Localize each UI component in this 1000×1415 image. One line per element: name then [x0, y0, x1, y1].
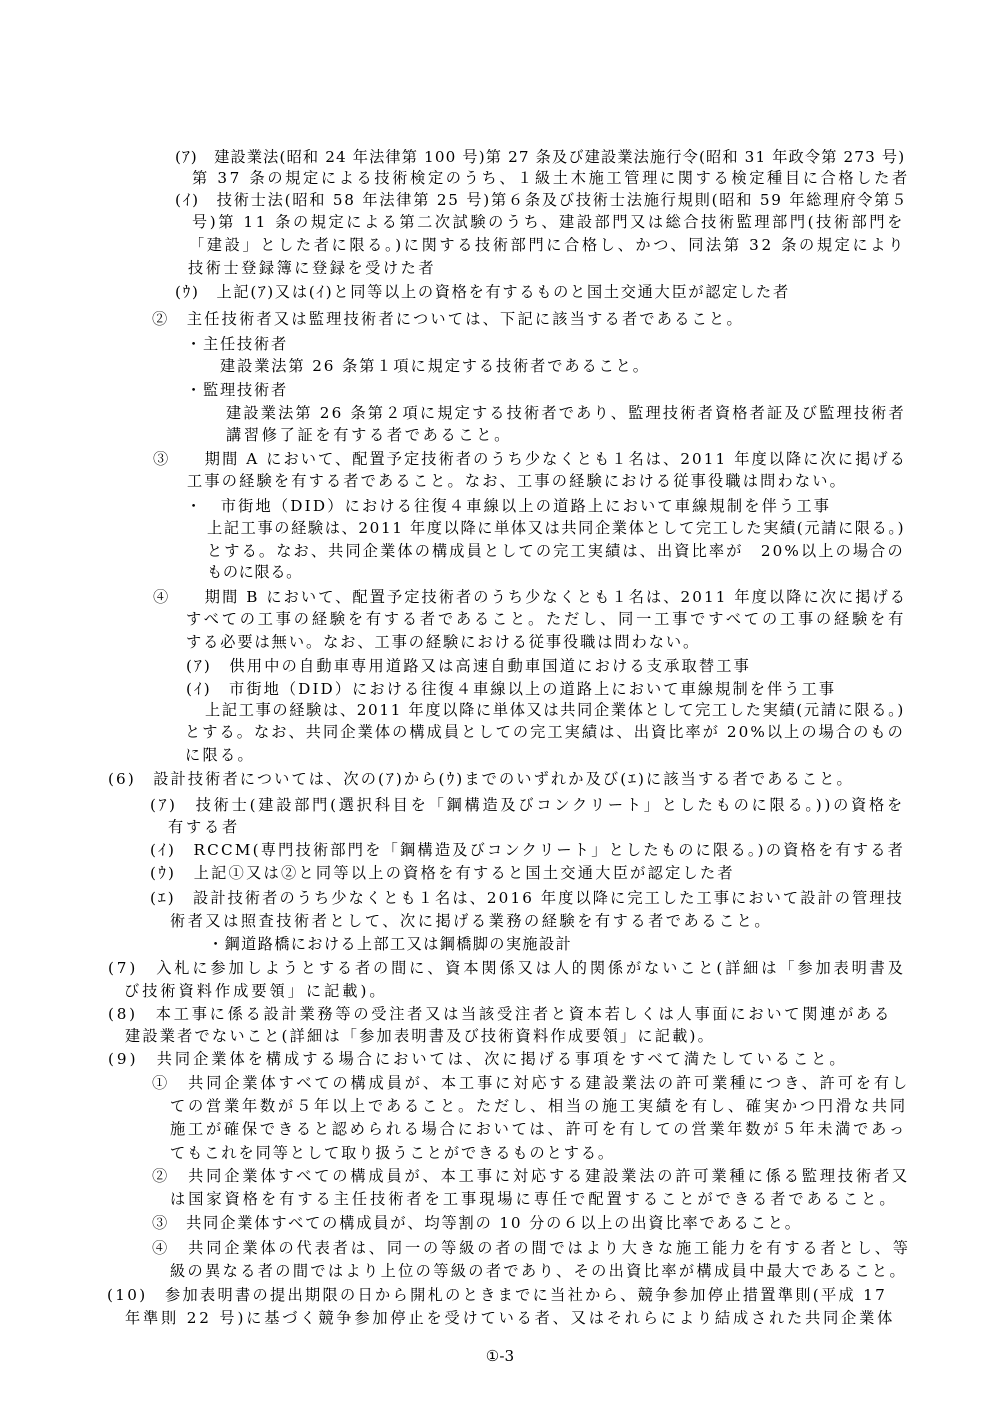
text-line: ・主任技術者 — [186, 335, 288, 353]
text-line: (9) 共同企業体を構成する場合においては、次に掲げる事項をすべて満たしていること。 — [108, 1050, 848, 1068]
text-line: ・監理技術者 — [186, 381, 288, 399]
text-line: 術者又は照査技術者として、次に掲げる業務の経験を有する者であること。 — [170, 912, 773, 930]
text-line: (ｱ) 建設業法(昭和 24 年法律第 100 号)第 27 条及び建設業法施行令(昭和 31 年政令第 273 号) — [175, 148, 906, 166]
text-line: (ｲ) 技術士法(昭和 58 年法律第 25 号)第６条及び技術士法施行規則(昭和 59 年総理府令第５ — [175, 191, 909, 209]
text-line: (ｱ) 技術士(建設部門(選択科目を「鋼構造及びコンクリート」としたものに限る。))の資格を — [150, 796, 905, 814]
text-line: ④ 共同企業体の代表者は、同一の等級の者の間ではより大きな施工能力を有する者とし、等 — [152, 1239, 911, 1257]
text-line: 工事の経験を有する者であること。なお、工事の経験における従事役職は問わない。 — [187, 472, 847, 490]
text-line: ④ 期間 B において、配置予定技術者のうち少なくとも１名は、2011 年度以降に次に掲げる — [153, 588, 908, 606]
text-line: (8) 本工事に係る設計業務等の受注者又は当該受注者と資本若しくは人事面において関連がある — [108, 1005, 893, 1023]
text-line: 建設業法第 26 条第１項に規定する技術者であること。 — [220, 357, 650, 375]
text-line: (ｲ) 市街地（DID）における往復４車線以上の道路上において車線規制を伴う工事 — [186, 680, 837, 698]
text-line: とする。なお、共同企業体の構成員としての完工実績は、出資比率が 20%以上の場合の — [207, 542, 905, 560]
text-line: 建設業法第 26 条第２項に規定する技術者であり、監理技術者資格者証及び監理技術者 — [226, 404, 906, 422]
text-line: (6) 設計技術者については、次の(ｱ)から(ｳ)までのいずれか及び(ｴ)に該当する者であること。 — [108, 770, 854, 788]
text-line: (7) 入札に参加しようとする者の間に、資本関係又は人的関係がないこと(詳細は「参加表明書及 — [108, 959, 906, 977]
text-line: ③ 共同企業体すべての構成員が、均等割の 10 分の６以上の出資比率であること。 — [152, 1214, 802, 1232]
text-line: すべての工事の経験を有する者であること。ただし、同一工事ですべての工事の経験を有 — [186, 610, 907, 628]
text-line: 「建設」とした者に限る。)に関する技術部門に合格し、かつ、同法第 32 条の規定により — [189, 236, 906, 254]
text-line: は国家資格を有する主任技術者を工事現場に専任で配置することができる者であること。 — [170, 1190, 898, 1208]
text-line: 第 37 条の規定による技術検定のうち、１級土木施工管理に関する検定種目に合格した者 — [192, 169, 910, 187]
text-line: ③ 期間 A において、配置予定技術者のうち少なくとも１名は、2011 年度以降に次に掲げる — [153, 450, 907, 468]
text-line: (ｳ) 上記①又は②と同等以上の資格を有すると国土交通大臣が認定した者 — [150, 864, 735, 882]
text-line: (ｴ) 設計技術者のうち少なくとも１名は、2016 年度以降に完工した工事において設計の管理技 — [150, 889, 904, 907]
text-line: てもこれを同等として取り扱うことができるものとする。 — [170, 1144, 616, 1162]
text-line: (ｲ) RCCM(専門技術部門を「鋼構造及びコンクリート」としたものに限る。)の資格を有する者 — [150, 841, 906, 859]
text-line: ・鋼道路橋における上部工又は鋼橋脚の実施設計 — [208, 935, 573, 953]
text-line: ての営業年数が５年以上であること。ただし、相当の施工実績を有し、確実かつ円滑な共同 — [170, 1097, 908, 1115]
text-line: 技術士登録簿に登録を受けた者 — [188, 259, 437, 277]
text-line: 上記工事の経験は、2011 年度以降に単体又は共同企業体として完工した実績(元請に限る。) — [207, 519, 906, 537]
text-line: (ｳ) 上記(ｱ)又は(ｲ)と同等以上の資格を有するものと国土交通大臣が認定した者 — [175, 283, 790, 301]
text-line: 施工が確保できると認められる場合においては、許可を有しての営業年数が５年未満であっ — [170, 1120, 907, 1138]
page-number: ①-3 — [485, 1347, 515, 1365]
text-line: に限る。 — [185, 746, 255, 764]
text-line: 建設業者でないこと(詳細は「参加表明書及び技術資料作成要領」に記載)。 — [125, 1027, 716, 1045]
text-line: ② 主任技術者又は監理技術者については、下記に該当する者であること。 — [152, 310, 744, 328]
text-line: 有する者 — [168, 818, 240, 836]
text-line: 号)第 11 条の規定による第二次試験のうち、建設部門又は総合技術監理部門(技術部門を — [192, 213, 905, 231]
text-line: (10) 参加表明書の提出期限の日から開札のときまでに当社から、競争参加停止措置準則(平成 17 — [107, 1286, 888, 1304]
text-line: ② 共同企業体すべての構成員が、本工事に対応する建設業法の許可業種に係る監理技術者又 — [152, 1167, 911, 1185]
text-line: ① 共同企業体すべての構成員が、本工事に対応する建設業法の許可業種につき、許可を有し — [152, 1074, 911, 1092]
text-line: (ｱ) 供用中の自動車専用道路又は高速自動車国道における支承取替工事 — [186, 657, 752, 675]
text-line: 講習修了証を有する者であること。 — [226, 426, 513, 444]
text-line: 上記工事の経験は、2011 年度以降に単体又は共同企業体として完工した実績(元請に限る。) — [205, 701, 906, 719]
text-line: ・ 市街地（DID）における往復４車線以上の道路上において車線規制を伴う工事 — [186, 497, 832, 515]
text-line: 級の異なる者の間ではより上位の等級の者であり、その出資比率が構成員中最大であること。 — [170, 1262, 907, 1280]
text-line: する必要は無い。なお、工事の経験における従事役職は問わない。 — [186, 633, 701, 651]
text-line: 年準則 22 号)に基づく競争参加停止を受けている者、又はそれらにより結成された共同企業体 — [125, 1309, 896, 1327]
text-line: び技術資料作成要領」に記載)。 — [124, 982, 388, 1000]
text-line: ものに限る。 — [207, 563, 303, 581]
text-line: とする。なお、共同企業体の構成員としての完工実績は、出資比率が 20%以上の場合のもの — [185, 723, 905, 741]
